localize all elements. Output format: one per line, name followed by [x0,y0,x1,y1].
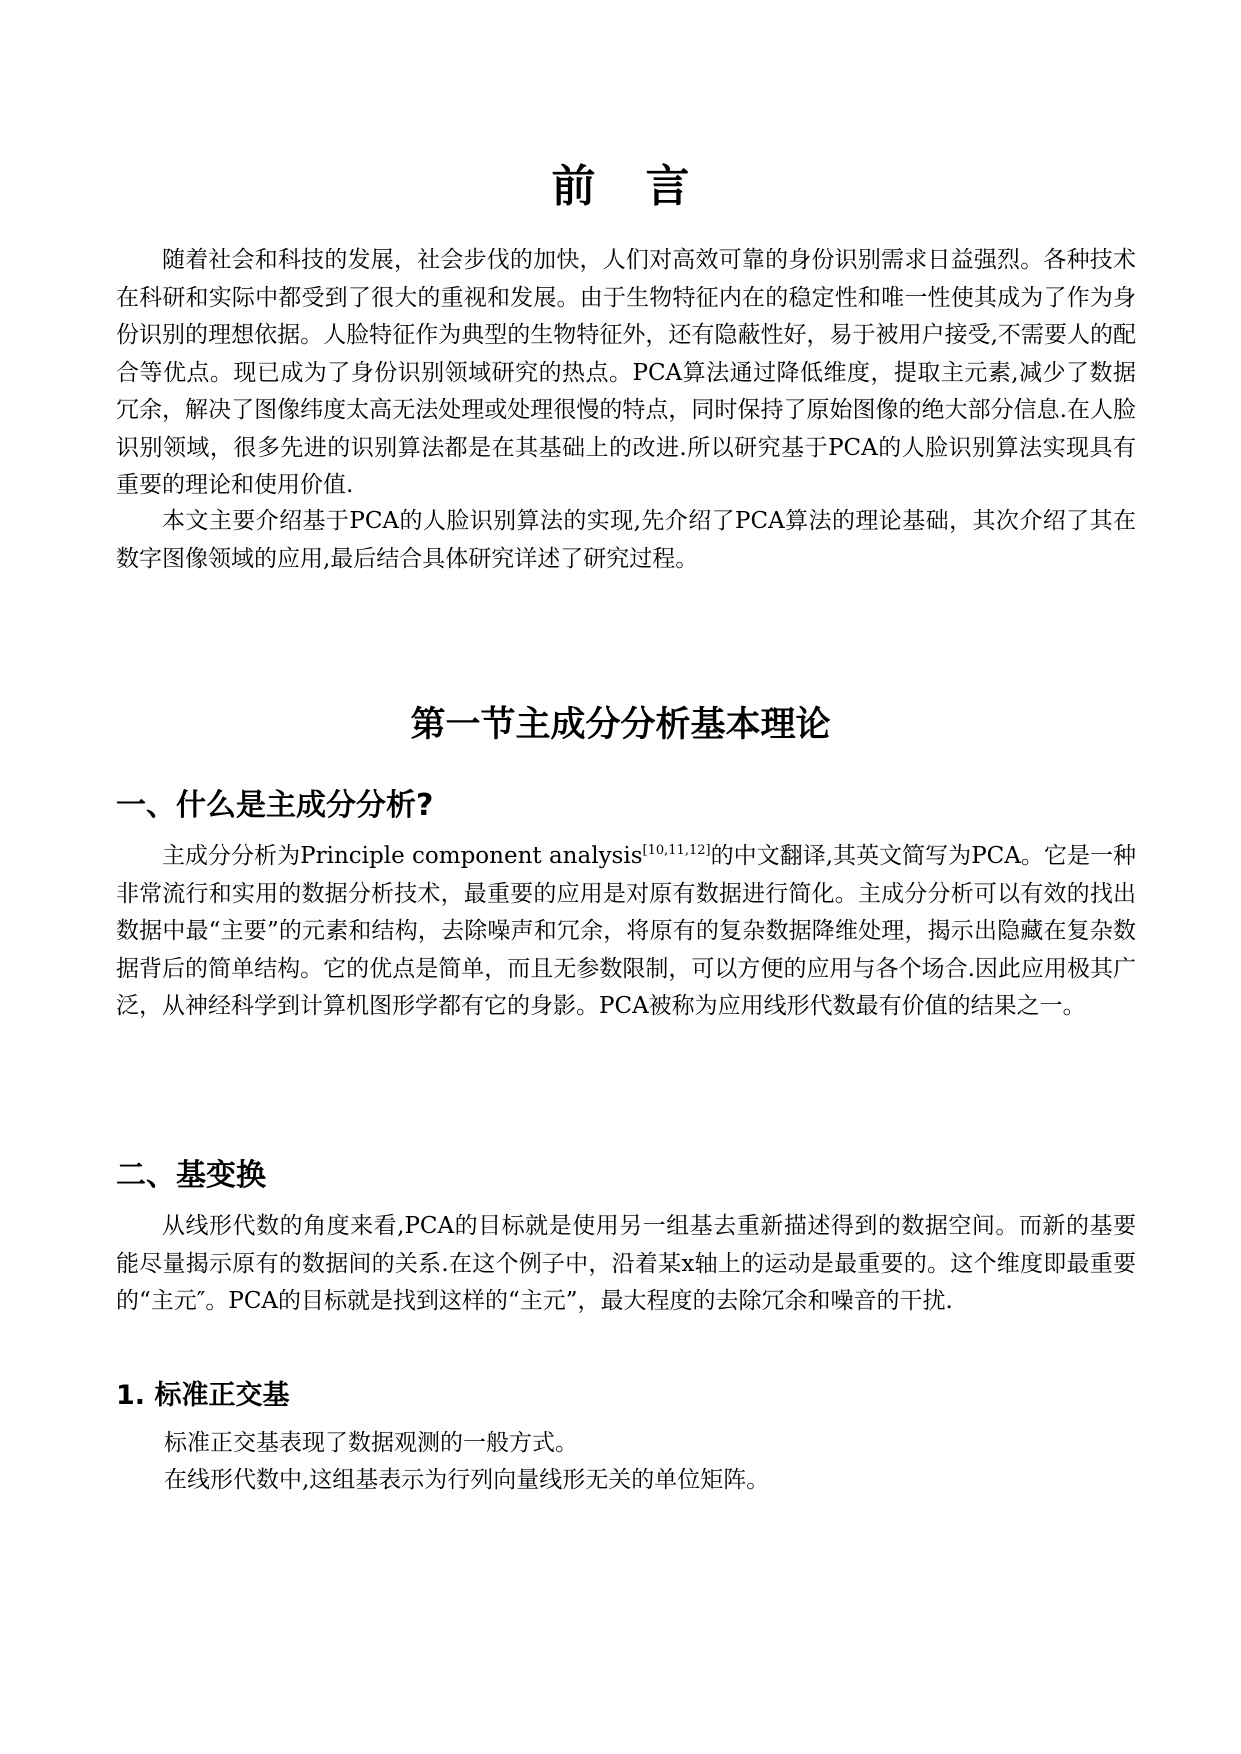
subsection1-line-2: 在线形代数中,这组基表示为行列向量线形无关的单位矩阵。 [164,1467,770,1493]
section1-paragraph [116,838,1136,1026]
preface-paragraph-2: 本文主要介绍基于PCA的人脸识别算法的实现,先介绍了PCA算法的理论基础，其次介绍了其在数字图像领域的应用,最后结合具体研究详述了研究过程。 [116,508,1136,572]
subsection-heading-orthonormal-basis: 1. 标准正交基 [116,1380,290,1411]
section-heading-basis-change: 二、基变换 [116,1158,266,1193]
preface-title: 前言 [551,161,740,212]
chapter-title: 第一节主成分分析基本理论 [410,705,831,745]
section-heading-what-is-pca: 一、什么是主成分分析? [116,788,434,823]
section1-text-before-citation: 主成分分析为Principle component analysis [162,843,643,869]
preface-paragraph-1: 随着社会和科技的发展，社会步伐的加快，人们对高效可靠的身份识别需求日益强烈。各种技术在科研和实际中都受到了很大的重视和发展。由于生物特征内在的稳定性和唯一性使其成为了作为身份识别的理想依据。人脸特征作为典型的生物特征外，还有隐蔽性好，易于被用户接受,不需要人的配合等优点。现已成为了身份识别领域研究的热点。PCA算法通过降低维度，提取主元素,减少了数据冗余，解决了图像纬度太高无法处理或处理很慢的特点，同时保持了原始图像的绝大部分信息.在人脸识别领域，很多先进的识别算法都是在其基础上的改进.所以研究基于PCA的人脸识别算法实现具有重要的理论和使用价值. [116,247,1136,498]
section2-paragraph: 从线形代数的角度来看,PCA的目标就是使用另一组基去重新描述得到的数据空间。而新的基要能尽量揭示原有的数据间的关系.在这个例子中，沿着某x轴上的运动是最重要的。这个维度即最重要的“主元″。PCA的目标就是找到这样的“主元”，最大程度的去除冗余和噪音的干扰. [116,1213,1136,1314]
subsection1-line-1: 标准正交基表现了数据观测的一般方式。 [164,1430,578,1456]
citation-marker: [10,11,12] [642,843,711,858]
section1-text-after-citation: 的中文翻译,其英文简写为PCA。它是一种非常流行和实用的数据分析技术，最重要的应用是对原有数据进行简化。主成分分析可以有效的找出数据中最“主要”的元素和结构，去除噪声和冗余，将原有的复杂数据降维处理，揭示出隐藏在复杂数据背后的简单结构。它的优点是简单，而且无参数限制，可以方便的应用与各个场合.因此应用极其广泛，从神经科学到计算机图形学都有它的身影。PCA被称为应用线形代数最有价值的结果之一。 [116,843,1137,1019]
